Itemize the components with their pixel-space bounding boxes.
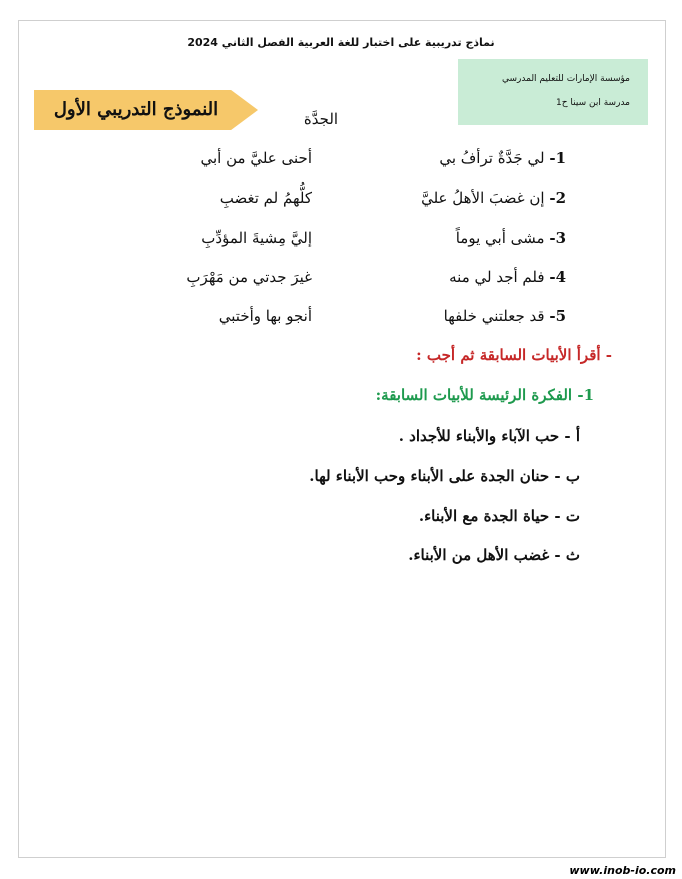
option-letter: ث - bbox=[554, 546, 580, 564]
verse-4-second-hemistich: غيرَ جدتي من مَهْرَبِ bbox=[186, 268, 312, 286]
option-text: حياة الجدة مع الأبناء. bbox=[418, 507, 550, 525]
option-text: حنان الجدة على الأبناء وحب الأبناء لها. bbox=[309, 467, 550, 485]
option-c bbox=[419, 507, 580, 525]
verse-5-first-hemistich bbox=[444, 307, 566, 325]
poem-title: الجدَّة bbox=[303, 110, 339, 128]
footer-website-url: www.inob-io.com bbox=[569, 864, 676, 877]
verse-number: 3- bbox=[549, 229, 566, 247]
verse-2-first-hemistich bbox=[421, 189, 566, 207]
verse-3-first-hemistich bbox=[456, 229, 566, 247]
question-1: 1- الفكرة الرئيسة للأبيات السابقة: bbox=[375, 386, 594, 404]
verse-1-first-hemistich bbox=[439, 149, 566, 167]
school-name: مدرسة ابن سينا ح1 bbox=[556, 98, 630, 108]
school-info-box bbox=[458, 59, 648, 125]
option-text: حب الآباء والأبناء للأجداد . bbox=[398, 427, 560, 445]
verse-1-second-hemistich: أحنى عليَّ من أبي bbox=[200, 149, 312, 167]
verse-number: 1- bbox=[549, 149, 566, 167]
option-a bbox=[399, 427, 580, 445]
verse-text: قد جعلتني خلفها bbox=[443, 307, 545, 325]
exercise-instruction: - أقرأ الأبيات السابقة ثم أجب : bbox=[416, 346, 612, 364]
verse-text: لي جَدَّةٌ ترأفُ بي bbox=[439, 149, 545, 167]
verse-text: مشى أبي يوماً bbox=[455, 229, 545, 247]
option-b bbox=[309, 467, 580, 485]
institution-name: مؤسسة الإمارات للتعليم المدرسي bbox=[502, 74, 630, 84]
option-d bbox=[408, 546, 580, 564]
verse-text: إن غضبَ الأهلُ عليَّ bbox=[421, 189, 545, 207]
option-text: غضب الأهل من الأبناء. bbox=[408, 546, 550, 564]
verse-number: 5- bbox=[549, 307, 566, 325]
verse-text: فلم أجد لي منه bbox=[449, 268, 545, 286]
verse-number: 2- bbox=[549, 189, 566, 207]
page-header: نماذج تدريبية على اختبار للغة العربية الفصل الثاني 2024 bbox=[187, 36, 495, 49]
option-letter: أ - bbox=[564, 427, 580, 445]
verse-2-second-hemistich: كلُّهمُ لم تغضبِ bbox=[219, 189, 312, 207]
option-letter: ت - bbox=[554, 507, 580, 525]
model-title: النموذج التدريبي الأول bbox=[53, 99, 219, 120]
verse-5-second-hemistich: أنجو بها وأختبي bbox=[218, 307, 312, 325]
verse-number: 4- bbox=[549, 268, 566, 286]
verse-4-first-hemistich bbox=[449, 268, 566, 286]
option-letter: ب - bbox=[554, 467, 580, 485]
verse-3-second-hemistich: إليَّ مِشيةَ المؤدِّبِ bbox=[201, 229, 312, 247]
